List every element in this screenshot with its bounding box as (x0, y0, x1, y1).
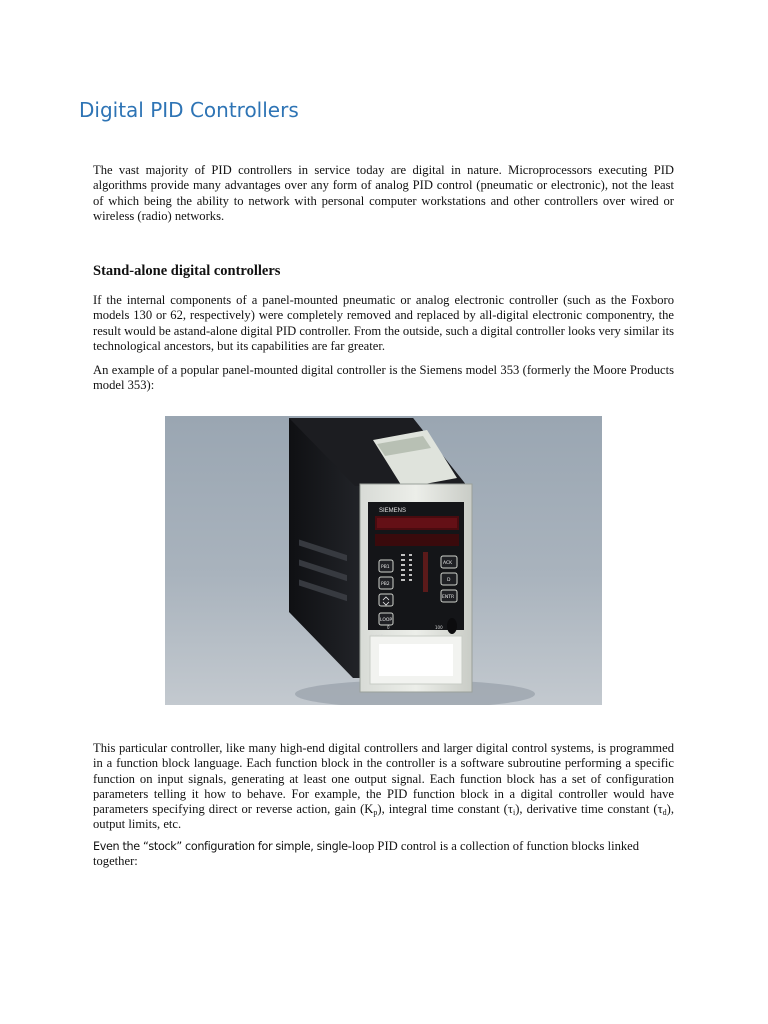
stock-config-text-2: -loop PID control is a collection of function blocks linked together: (93, 839, 640, 869)
para-text-3: ), derivative time constant (τ (515, 802, 663, 817)
function-block-paragraph (93, 741, 674, 833)
brand-label: SIEMENS (379, 508, 407, 514)
button-entr-label: ENTR (442, 595, 455, 600)
para-text-4: ), output limits, etc. (93, 802, 674, 832)
button-loop-label: LOOP (380, 618, 393, 623)
kp-subscript: p (373, 808, 378, 818)
section-paragraph-2: An example of a popular panel-mounted digital controller is the Siemens model 353 (formerly the Moore Products model 353): (93, 363, 674, 393)
scale-hundred-label: 100 (435, 625, 443, 630)
para-text-1: This particular controller, like many high-end digital controllers and larger digital control systems, is programmed in a function block language. Each function block in the controller is a software subroutine performing a specific function on input signals, generating at least one output signal. Each function block has a set of configuration parameters telling it how to behave. For example, the PID function block in a digital controller would have parameters specifying direct or reverse action, gain (K (93, 741, 674, 817)
scale-zero-label: 0 (387, 625, 390, 630)
para-text-2: ), integral time constant (τ (377, 802, 513, 817)
button-pb2-label: PB2 (381, 582, 390, 587)
stock-config-text-1: Even the “stock” configuration for simple, single (93, 840, 348, 853)
button-pb1-label: PB1 (381, 565, 390, 570)
page-title: Digital PID Controllers (79, 98, 299, 122)
button-d-label: D (447, 578, 451, 583)
button-ack-label: ACK (443, 561, 453, 566)
section-heading: Stand-alone digital controllers (93, 263, 281, 279)
controller-photo (165, 416, 602, 705)
stock-configuration-paragraph (93, 839, 674, 870)
td-subscript: d (662, 808, 667, 818)
section-paragraph-1: If the internal components of a panel-mounted pneumatic or analog electronic controller (such as the Foxboro models 130 or 62, respectively) were completely removed and replaced by all-digital electronic componentry, the result would be astand-alone digital PID controller. From the outside, such a digital controller looks very similar its technological ancestors, but its capabilities are far greater. (93, 293, 674, 353)
ti-subscript: i (512, 808, 516, 818)
intro-paragraph: The vast majority of PID controllers in service today are digital in nature. Microprocessors executing PID algorithms provide many advantages over any form of analog PID control (pneumatic or electronic), not the least of which being the ability to network with personal computer workstations and other controllers over wired or wireless (radio) networks. (93, 163, 674, 223)
